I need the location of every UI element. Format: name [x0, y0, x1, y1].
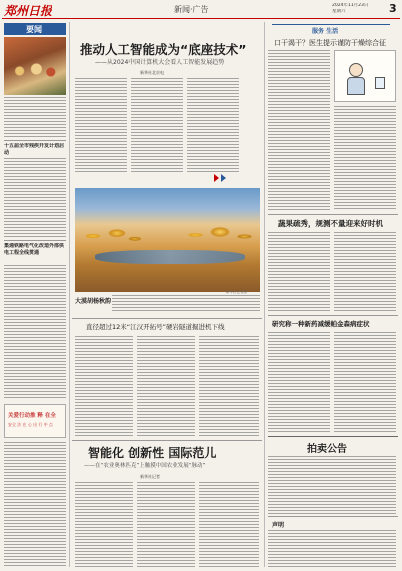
left-headline-1: 十五届全市残疾开发计划启动: [4, 143, 65, 156]
left-ad-title: 关爱行动推 释 在全: [8, 413, 56, 419]
tunnel-article-col-2: [137, 336, 195, 436]
bottom-headline: 智能化 创新性 国际范儿: [88, 446, 217, 460]
right-rule-2: [268, 315, 398, 316]
cartoon-figure-body: [347, 77, 365, 95]
right-article-3-col-1: [268, 332, 330, 432]
photo-caption-title: 大漠胡杨秋韵: [75, 298, 112, 305]
right-rule-3: [268, 436, 398, 437]
notice-title: 拍卖公告: [307, 444, 347, 455]
photo-credit: 新华社记者摄: [226, 290, 247, 294]
bottom-article-col-2: [137, 482, 195, 567]
left-article-3: [4, 442, 66, 567]
left-article-1: [4, 158, 66, 237]
main-rule-2: [72, 440, 262, 441]
main-subhead: ——从2024中国计算机大会看人工智能发展趋势: [95, 59, 225, 66]
notice2-text: [268, 530, 396, 567]
right-article-1-col-2: [334, 106, 396, 210]
main-landscape-photo: [75, 188, 260, 292]
right-cartoon: [334, 50, 396, 102]
right-article-1-col-1: [268, 50, 330, 210]
blue-chevron-icon: [221, 174, 226, 182]
main-logo-graphic: [212, 172, 252, 184]
masthead: [0, 0, 402, 18]
left-ad-box: [4, 404, 66, 438]
bottom-subhead: ——在“农业奥林匹克”上触摸中国农业发展“脉动”: [84, 463, 206, 469]
notice-text: [268, 456, 396, 514]
cartoon-cup: [375, 77, 385, 89]
right-headline-1: 口干渴干？医生提示谨防干燥综合征: [274, 39, 386, 47]
right-article-3-col-2: [334, 332, 396, 432]
main-article-col-1: [75, 78, 127, 174]
left-photo: [4, 37, 66, 95]
bottom-article-col-1: [75, 482, 133, 567]
right-article-2-col-2: [334, 232, 396, 312]
left-block-title: [4, 23, 66, 35]
issue-weekday: 星期六: [332, 9, 346, 14]
right-headline-3: 研究称一种新药减缓帕金森病症状: [272, 320, 370, 328]
tunnel-article-col-3: [199, 336, 259, 436]
cartoon-figure-head: [349, 63, 363, 77]
masthead-rule: [2, 18, 400, 19]
newspaper-logo: 郑州日报: [4, 4, 53, 18]
right-rule-1: [268, 214, 398, 215]
left-photo-caption: [4, 97, 66, 137]
left-headline-2: 集通铁路电气化改造外部供电工程全线贯通: [4, 243, 65, 256]
tunnel-headline: 直径超过12米“江汉开拓号”硬岩隧道掘进机下线: [86, 323, 225, 331]
issue-date: 2024年11月23日: [332, 3, 369, 8]
photo-caption-text: [112, 295, 260, 311]
left-article-2: [4, 265, 66, 400]
right-section-tag-text: 服务 生活: [312, 28, 339, 35]
main-column-divider: [264, 22, 265, 567]
main-headline: 推动人工智能成为“底座技术”: [80, 42, 247, 57]
main-article-col-2: [131, 78, 183, 174]
right-headline-2: 蔬果疏秀，规测不量迎来好时机: [278, 219, 383, 228]
tunnel-article-col-1: [75, 336, 133, 436]
left-rule-2: [4, 240, 66, 241]
right-section-tag: [272, 24, 390, 33]
photo-trees-right: [185, 220, 255, 250]
bottom-byline: 新华社记者: [140, 474, 160, 479]
left-column-divider: [69, 22, 70, 567]
section-title: 新闻·广告: [174, 5, 209, 14]
right-rule-4: [268, 516, 398, 517]
left-ad-subtitle: 安全 法 在 心 出 行 中 点: [8, 422, 53, 427]
page-number: 3: [389, 2, 397, 15]
notice2-title: 声明: [272, 522, 285, 529]
left-photo-crowd: [10, 61, 58, 81]
photo-trees-left: [81, 222, 141, 250]
left-block-title-text: 要闻: [26, 25, 42, 34]
main-rule-1: [72, 318, 262, 319]
left-rule-1: [4, 140, 66, 141]
main-byline: 新华社北京电: [140, 70, 164, 75]
photo-river: [95, 250, 245, 264]
right-article-2-col-1: [268, 232, 330, 312]
red-chevron-icon: [214, 174, 219, 182]
bottom-article-col-3: [199, 482, 259, 567]
